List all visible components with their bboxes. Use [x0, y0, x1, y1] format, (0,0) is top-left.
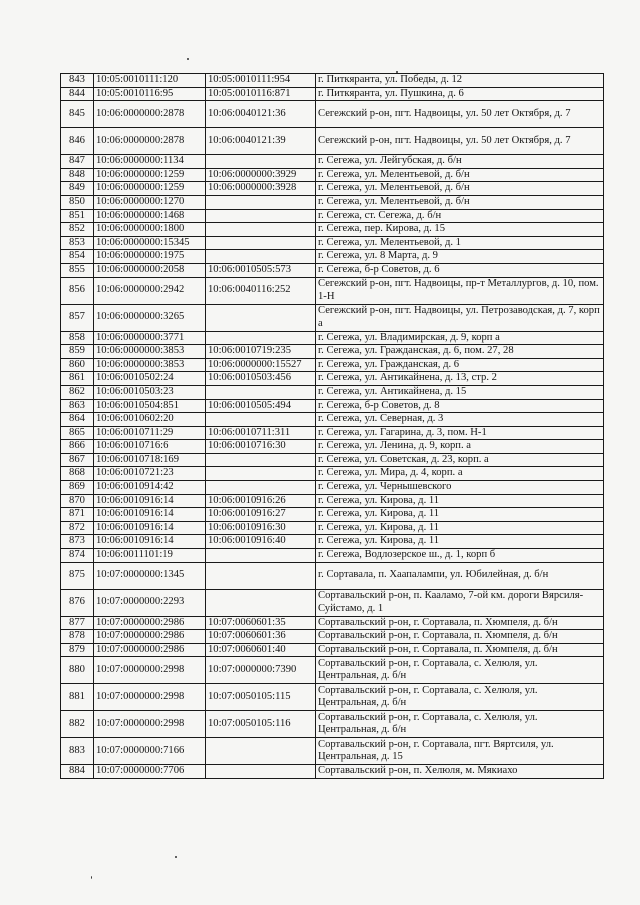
address: Сегежский р-он, пгт. Надвоицы, ул. 50 лет Октября, д. 7	[316, 101, 604, 128]
row-number: 854	[61, 250, 94, 264]
address: г. Сегежа, ул. Лейгубская, д. б/н	[316, 155, 604, 169]
related-cadastral-number	[206, 304, 316, 331]
related-cadastral-number: 10:06:0010916:30	[206, 521, 316, 535]
cadastral-number: 10:06:0000000:3853	[94, 345, 206, 359]
cadastral-number: 10:06:0010602:20	[94, 413, 206, 427]
address: г. Сегежа, ул. Гражданская, д. 6	[316, 358, 604, 372]
row-number: 884	[61, 765, 94, 779]
table-row	[61, 128, 604, 155]
address: г. Сегежа, ул. Владимирская, д. 9, корп а	[316, 331, 604, 345]
address: г. Сегежа, ул. Мелентьевой, д. 1	[316, 236, 604, 250]
related-cadastral-number: 10:06:0010505:573	[206, 263, 316, 277]
address: г. Сегежа, ул. Мелентьевой, д. б/н	[316, 182, 604, 196]
cadastral-number: 10:06:0010718:169	[94, 453, 206, 467]
scan-speck	[187, 58, 189, 60]
related-cadastral-number: 10:05:0010116:871	[206, 87, 316, 101]
cadastral-number: 10:06:0011101:19	[94, 549, 206, 563]
table-row	[61, 195, 604, 209]
cadastral-number: 10:06:0010504:851	[94, 399, 206, 413]
row-number: 875	[61, 562, 94, 589]
table-row	[61, 345, 604, 359]
cadastral-number: 10:06:0000000:1975	[94, 250, 206, 264]
address: Сортавальский р-он, п. Хелюля, м. Мякиахо	[316, 765, 604, 779]
table-row	[61, 87, 604, 101]
row-number: 843	[61, 74, 94, 88]
address: Сортавальский р-он, г. Сортавала, с. Хелюля, ул. Центральная, д. б/н	[316, 657, 604, 684]
cadastral-number: 10:07:0000000:2293	[94, 589, 206, 616]
scan-speck	[175, 856, 177, 858]
cadastral-number: 10:07:0000000:7706	[94, 765, 206, 779]
cadastral-number: 10:07:0000000:2986	[94, 630, 206, 644]
cadastral-number: 10:07:0000000:1345	[94, 562, 206, 589]
address: г. Сегежа, б-р Советов, д. 8	[316, 399, 604, 413]
address: г. Сегежа, ул. Гагарина, д. 3, пом. Н-1	[316, 426, 604, 440]
table-row	[61, 521, 604, 535]
row-number: 881	[61, 684, 94, 711]
related-cadastral-number: 10:06:0000000:3928	[206, 182, 316, 196]
related-cadastral-number	[206, 453, 316, 467]
address: Сортавальский р-он, г. Сортавала, с. Хелюля, ул. Центральная, д. б/н	[316, 711, 604, 738]
table-row	[61, 304, 604, 331]
row-number: 879	[61, 643, 94, 657]
table-row	[61, 399, 604, 413]
cadastral-number: 10:06:0010721:23	[94, 467, 206, 481]
cadastral-number: 10:06:0000000:3771	[94, 331, 206, 345]
cadastral-number: 10:06:0010916:14	[94, 494, 206, 508]
related-cadastral-number	[206, 250, 316, 264]
cadastral-number: 10:06:0000000:2878	[94, 128, 206, 155]
address: г. Сегежа, ул. Кирова, д. 11	[316, 508, 604, 522]
cadastral-number: 10:07:0000000:2998	[94, 684, 206, 711]
address: г. Сегежа, ул. Мира, д. 4, корп. а	[316, 467, 604, 481]
row-number: 871	[61, 508, 94, 522]
address: г. Питкяранта, ул. Победы, д. 12	[316, 74, 604, 88]
row-number: 864	[61, 413, 94, 427]
row-number: 844	[61, 87, 94, 101]
related-cadastral-number	[206, 385, 316, 399]
address: г. Сегежа, ул. 8 Марта, д. 9	[316, 250, 604, 264]
related-cadastral-number: 10:06:0010505:494	[206, 399, 316, 413]
row-number: 846	[61, 128, 94, 155]
row-number: 845	[61, 101, 94, 128]
table-row	[61, 236, 604, 250]
table-row	[61, 263, 604, 277]
table-row	[61, 738, 604, 765]
related-cadastral-number: 10:06:0040121:36	[206, 101, 316, 128]
related-cadastral-number	[206, 765, 316, 779]
row-number: 873	[61, 535, 94, 549]
row-number: 847	[61, 155, 94, 169]
row-number: 848	[61, 168, 94, 182]
row-number: 882	[61, 711, 94, 738]
related-cadastral-number	[206, 738, 316, 765]
table-row	[61, 616, 604, 630]
cadastral-number: 10:05:0010116:95	[94, 87, 206, 101]
cadastral-number: 10:06:0000000:2878	[94, 101, 206, 128]
table-row	[61, 535, 604, 549]
cadastral-number: 10:06:0000000:3853	[94, 358, 206, 372]
row-number: 874	[61, 549, 94, 563]
cadastral-number: 10:06:0000000:1800	[94, 223, 206, 237]
related-cadastral-number	[206, 223, 316, 237]
address: г. Сегежа, ул. Кирова, д. 11	[316, 535, 604, 549]
table-row	[61, 223, 604, 237]
row-number: 877	[61, 616, 94, 630]
row-number: 858	[61, 331, 94, 345]
cadastral-number: 10:06:0000000:2058	[94, 263, 206, 277]
table-row	[61, 549, 604, 563]
table-row	[61, 155, 604, 169]
table-row	[61, 765, 604, 779]
address: г. Сегежа, ул. Гражданская, д. 6, пом. 27, 28	[316, 345, 604, 359]
cadastral-number: 10:06:0010914:42	[94, 481, 206, 495]
row-number: 866	[61, 440, 94, 454]
address: г. Питкяранта, ул. Пушкина, д. 6	[316, 87, 604, 101]
table-row	[61, 74, 604, 88]
table-row	[61, 711, 604, 738]
table-row	[61, 467, 604, 481]
cadastral-number: 10:06:0010503:23	[94, 385, 206, 399]
related-cadastral-number	[206, 236, 316, 250]
table-row	[61, 385, 604, 399]
address: г. Сегежа, ул. Мелентьевой, д. б/н	[316, 195, 604, 209]
table-row	[61, 331, 604, 345]
cadastral-number: 10:05:0010111:120	[94, 74, 206, 88]
related-cadastral-number: 10:07:0050105:115	[206, 684, 316, 711]
row-number: 852	[61, 223, 94, 237]
address: Сортавальский р-он, г. Сортавала, п. Хюмпеля, д. б/н	[316, 616, 604, 630]
cadastral-number: 10:06:0000000:1468	[94, 209, 206, 223]
cadastral-number: 10:06:0000000:1259	[94, 168, 206, 182]
address: г. Сортавала, п. Хаапалампи, ул. Юбилейная, д. б/н	[316, 562, 604, 589]
related-cadastral-number: 10:06:0010719:235	[206, 345, 316, 359]
row-number: 876	[61, 589, 94, 616]
table-row	[61, 657, 604, 684]
address: Сегежский р-он, пгт. Надвоицы, ул. 50 лет Октября, д. 7	[316, 128, 604, 155]
table-row	[61, 589, 604, 616]
table-row	[61, 643, 604, 657]
related-cadastral-number: 10:07:0060601:36	[206, 630, 316, 644]
related-cadastral-number: 10:06:0010916:27	[206, 508, 316, 522]
related-cadastral-number	[206, 413, 316, 427]
table-row	[61, 413, 604, 427]
cadastral-number: 10:07:0000000:2986	[94, 643, 206, 657]
row-number: 869	[61, 481, 94, 495]
table-row	[61, 562, 604, 589]
row-number: 863	[61, 399, 94, 413]
table-row	[61, 494, 604, 508]
row-number: 851	[61, 209, 94, 223]
related-cadastral-number: 10:06:0000000:3929	[206, 168, 316, 182]
cadastral-number: 10:06:0010916:14	[94, 508, 206, 522]
table-row	[61, 250, 604, 264]
address: г. Сегежа, ул. Мелентьевой, д. б/н	[316, 168, 604, 182]
related-cadastral-number: 10:07:0060601:40	[206, 643, 316, 657]
address: г. Сегежа, ул. Кирова, д. 11	[316, 494, 604, 508]
related-cadastral-number: 10:05:0010111:954	[206, 74, 316, 88]
cadastral-number: 10:07:0000000:2986	[94, 616, 206, 630]
related-cadastral-number: 10:06:0010916:26	[206, 494, 316, 508]
address: Сегежский р-он, пгт. Надвоицы, пр-т Металлургов, д. 10, пом. 1-Н	[316, 277, 604, 304]
row-number: 870	[61, 494, 94, 508]
row-number: 865	[61, 426, 94, 440]
address: Сортавальский р-он, г. Сортавала, п. Хюмпеля, д. б/н	[316, 630, 604, 644]
address: Сортавальский р-он, г. Сортавала, с. Хелюля, ул. Центральная, д. б/н	[316, 684, 604, 711]
related-cadastral-number	[206, 481, 316, 495]
table-row	[61, 440, 604, 454]
related-cadastral-number	[206, 155, 316, 169]
related-cadastral-number: 10:06:0040116:252	[206, 277, 316, 304]
related-cadastral-number: 10:06:0040121:39	[206, 128, 316, 155]
cadastral-number: 10:06:0000000:3265	[94, 304, 206, 331]
row-number: 861	[61, 372, 94, 386]
address: г. Сегежа, ул. Кирова, д. 11	[316, 521, 604, 535]
related-cadastral-number	[206, 209, 316, 223]
table-row	[61, 453, 604, 467]
related-cadastral-number	[206, 549, 316, 563]
address: Сортавальский р-он, г. Сортавала, п. Хюмпеля, д. б/н	[316, 643, 604, 657]
registry-body	[61, 74, 604, 779]
table-row	[61, 209, 604, 223]
cadastral-number: 10:06:0010716:6	[94, 440, 206, 454]
cadastral-number: 10:06:0000000:1270	[94, 195, 206, 209]
address: г. Сегежа, ул. Чернышевского	[316, 481, 604, 495]
cadastral-number: 10:07:0000000:2998	[94, 657, 206, 684]
cadastral-number: 10:06:0010711:29	[94, 426, 206, 440]
related-cadastral-number: 10:07:0060601:35	[206, 616, 316, 630]
table-row	[61, 168, 604, 182]
row-number: 868	[61, 467, 94, 481]
table-row	[61, 372, 604, 386]
row-number: 883	[61, 738, 94, 765]
scan-speck	[396, 71, 398, 73]
table-row	[61, 182, 604, 196]
address: Сортавальский р-он, г. Сортавала, пгт. Вяртсиля, ул. Центральная, д. 15	[316, 738, 604, 765]
table-row	[61, 630, 604, 644]
table-row	[61, 426, 604, 440]
address: Сортавальский р-он, п. Кааламо, 7-ой км. дороги Вярсиля-Суйстамо, д. 1	[316, 589, 604, 616]
related-cadastral-number	[206, 562, 316, 589]
cadastral-number: 10:06:0000000:15345	[94, 236, 206, 250]
related-cadastral-number	[206, 589, 316, 616]
address: г. Сегежа, ст. Сегежа, д. б/н	[316, 209, 604, 223]
row-number: 862	[61, 385, 94, 399]
row-number: 849	[61, 182, 94, 196]
cadastral-number: 10:06:0010502:24	[94, 372, 206, 386]
cadastral-number: 10:06:0000000:1134	[94, 155, 206, 169]
related-cadastral-number: 10:06:0010716:30	[206, 440, 316, 454]
related-cadastral-number: 10:06:0010916:40	[206, 535, 316, 549]
cadastral-number: 10:07:0000000:7166	[94, 738, 206, 765]
related-cadastral-number: 10:06:0010503:456	[206, 372, 316, 386]
address: г. Сегежа, Водлозерское ш., д. 1, корп б	[316, 549, 604, 563]
row-number: 880	[61, 657, 94, 684]
row-number: 853	[61, 236, 94, 250]
address: г. Сегежа, пер. Кирова, д. 15	[316, 223, 604, 237]
address: г. Сегежа, ул. Антикайнена, д. 15	[316, 385, 604, 399]
row-number: 857	[61, 304, 94, 331]
table-row	[61, 101, 604, 128]
related-cadastral-number	[206, 331, 316, 345]
row-number: 872	[61, 521, 94, 535]
row-number: 856	[61, 277, 94, 304]
related-cadastral-number	[206, 195, 316, 209]
row-number: 860	[61, 358, 94, 372]
address: г. Сегежа, ул. Антикайнена, д. 13, стр. 2	[316, 372, 604, 386]
cadastral-number: 10:07:0000000:2998	[94, 711, 206, 738]
cadastral-number: 10:06:0000000:2942	[94, 277, 206, 304]
related-cadastral-number: 10:06:0010711:311	[206, 426, 316, 440]
related-cadastral-number: 10:07:0050105:116	[206, 711, 316, 738]
related-cadastral-number: 10:07:0000000:7390	[206, 657, 316, 684]
row-number: 855	[61, 263, 94, 277]
address: г. Сегежа, ул. Советская, д. 23, корп. а	[316, 453, 604, 467]
row-number: 867	[61, 453, 94, 467]
address: г. Сегежа, ул. Северная, д. 3	[316, 413, 604, 427]
address: г. Сегежа, ул. Ленина, д. 9, корп. а	[316, 440, 604, 454]
address: г. Сегежа, б-р Советов, д. 6	[316, 263, 604, 277]
row-number: 859	[61, 345, 94, 359]
table-row	[61, 277, 604, 304]
table-row	[61, 481, 604, 495]
row-number: 850	[61, 195, 94, 209]
registry-table	[60, 73, 604, 779]
related-cadastral-number	[206, 467, 316, 481]
table-row	[61, 508, 604, 522]
address: Сегежский р-он, пгт. Надвоицы, ул. Петрозаводская, д. 7, корп а	[316, 304, 604, 331]
table-row	[61, 358, 604, 372]
cadastral-number: 10:06:0010916:14	[94, 535, 206, 549]
scan-speck	[91, 876, 92, 879]
cadastral-number: 10:06:0000000:1259	[94, 182, 206, 196]
cadastral-number: 10:06:0010916:14	[94, 521, 206, 535]
row-number: 878	[61, 630, 94, 644]
table-row	[61, 684, 604, 711]
related-cadastral-number: 10:06:0000000:15527	[206, 358, 316, 372]
